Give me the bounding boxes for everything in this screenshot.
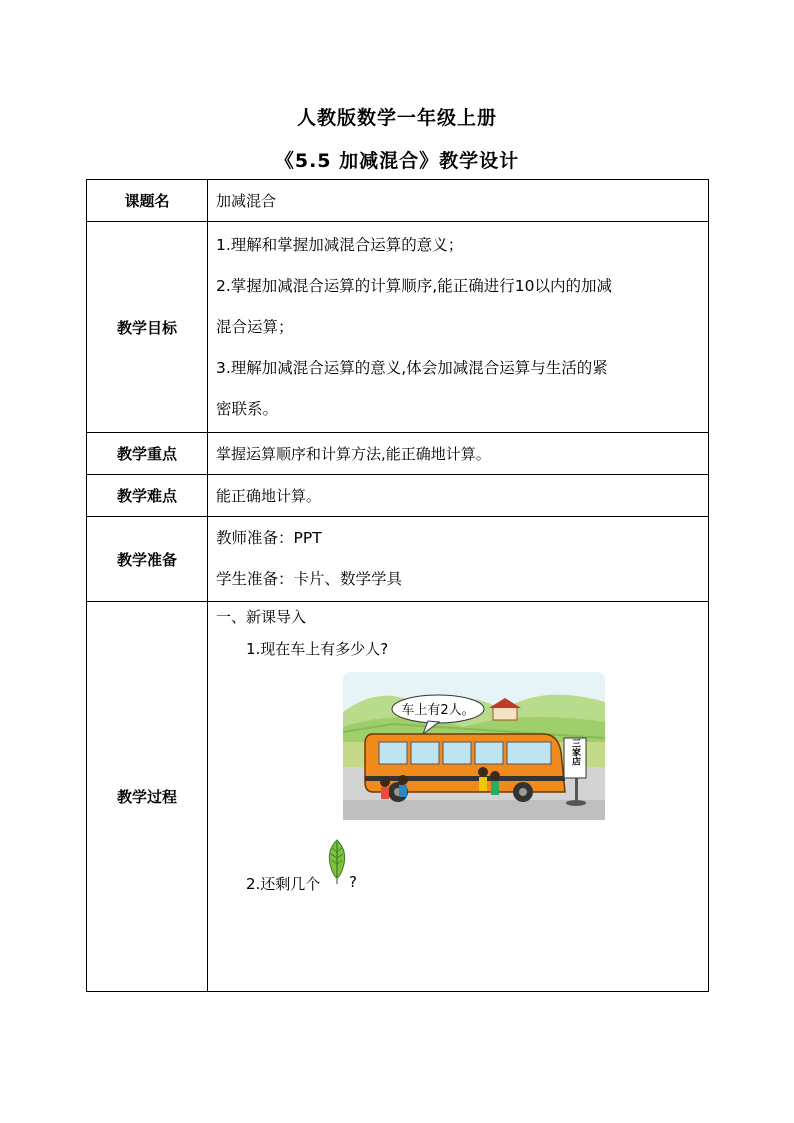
process-label: 教学过程 xyxy=(87,602,208,992)
bus-illustration xyxy=(343,672,605,820)
question-1: 1.现在车上有多少人? xyxy=(246,640,389,658)
bus-stop-sign-text: 三家店 xyxy=(570,738,580,766)
goal-line: 1.理解和掌握加减混合运算的意义； xyxy=(216,235,464,254)
section-heading: 一、新课导入 xyxy=(216,608,307,626)
topic-label: 课题名 xyxy=(87,180,208,222)
goals-label: 教学目标 xyxy=(87,222,208,433)
row-difficulties xyxy=(87,475,709,517)
leaf-icon xyxy=(325,838,349,886)
teacher-preparation: 教师准备：PPT xyxy=(216,529,322,547)
difficulties-label: 教学难点 xyxy=(87,475,208,517)
question-2: 2.还剩几个 xyxy=(246,875,321,893)
difficulties-value: 能正确地计算。 xyxy=(208,475,709,517)
row-process xyxy=(87,602,709,992)
student-preparation: 学生准备：卡片、数学学具 xyxy=(216,570,403,588)
question-2-mark: ? xyxy=(349,873,357,891)
row-key-points xyxy=(87,433,709,475)
goal-line: 3.理解加减混合运算的意义,体会加减混合运算与生活的紧 xyxy=(216,358,608,377)
key-points-label: 教学重点 xyxy=(87,433,208,475)
row-goals xyxy=(87,222,709,433)
topic-value: 加减混合 xyxy=(208,180,709,222)
preparation-label: 教学准备 xyxy=(87,517,208,602)
key-points-value: 掌握运算顺序和计算方法,能正确地计算。 xyxy=(208,433,709,475)
preparation-content xyxy=(208,517,709,602)
goal-line: 密联系。 xyxy=(216,399,279,418)
row-preparation xyxy=(87,517,709,602)
goal-line: 2.掌握加减混合运算的计算顺序,能正确进行10以内的加减 xyxy=(216,276,612,295)
goal-line: 混合运算； xyxy=(216,317,294,336)
document-title: 人教版数学一年级上册 xyxy=(296,107,497,129)
goals-content xyxy=(208,222,709,433)
lesson-plan-table xyxy=(86,179,709,992)
row-topic xyxy=(87,180,709,222)
document-subtitle: 《5.5 加减混合》教学设计 xyxy=(274,150,520,172)
speech-bubble-text: 车上有2人。 xyxy=(401,703,475,718)
process-content xyxy=(208,602,709,992)
